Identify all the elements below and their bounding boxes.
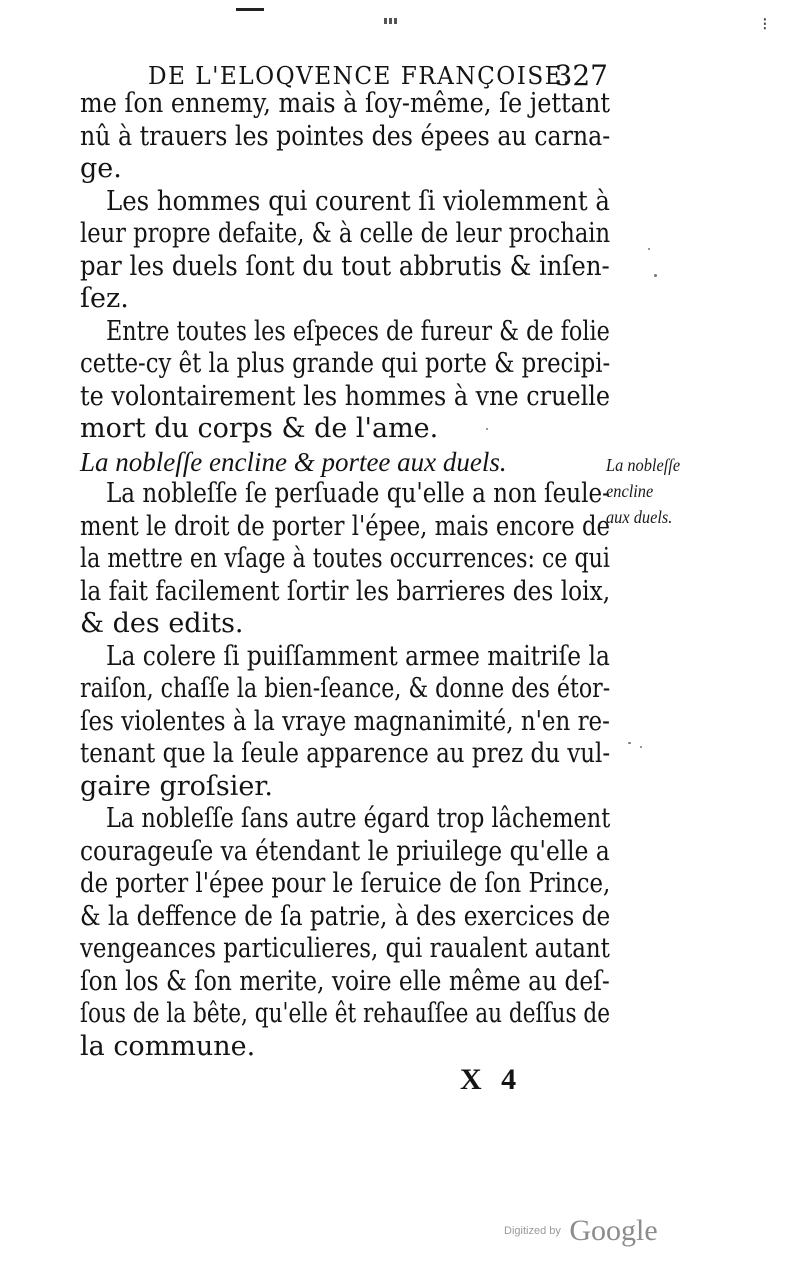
signature-mark: X 4 (460, 1063, 523, 1096)
text-line: par les duels ſont du tout abbrutis & inſen- (80, 250, 610, 282)
ink-speck (648, 248, 650, 250)
digitization-watermark (504, 1214, 658, 1248)
text-line: tenant que la ſeule apparence au prez du vul- (80, 738, 611, 769)
margin-note-line: encline (606, 481, 654, 501)
text-line: ſous de la bête, qu'elle êt rehauſſee au deſſus de (80, 998, 611, 1029)
ink-speck (628, 742, 631, 744)
text-line: vengeances particulieres, qui raualent autant (80, 933, 610, 964)
text-line: cette-cy êt la plus grande qui porte & precipi- (80, 348, 611, 379)
text-line: la commune. (80, 1030, 256, 1062)
text-line: mort du corps & de l'ame. (80, 413, 439, 444)
ink-speck (654, 274, 657, 277)
text-line: & des edits. (80, 608, 244, 639)
text-line: Les hommes qui courent ſi violemment à (106, 185, 610, 217)
watermark-prefix: Digitized by (504, 1225, 561, 1237)
text-line: ment le droit de porter l'épee, mais encore de (80, 510, 610, 542)
body-text (80, 88, 610, 1063)
running-head-title: DE L'ELOQVENCE FRANÇOISE. (148, 62, 572, 90)
top-rule (236, 8, 264, 11)
text-line: de porter l'épee pour le ſeruice de ſon Prince, (80, 868, 611, 899)
text-line: me ſon ennemy, mais à ſoy-même, ſe jettant (80, 88, 611, 119)
ink-speck (640, 746, 642, 748)
section-heading: La nobleſſe encline & portee aux duels. (80, 446, 507, 477)
margin-note-line: La nobleſſe (606, 455, 681, 475)
text-line: ſon los & ſon merite, voire elle même au deſ- (80, 965, 610, 997)
text-line: ſes violentes à la vraye magnanimité, n'en re- (80, 705, 610, 737)
ink-speck (486, 428, 488, 430)
page-number: 327 (554, 59, 608, 92)
text-line: ge. (80, 153, 122, 184)
text-line: leur propre defaite, & à celle de leur prochain (80, 218, 611, 249)
text-line: La nobleſſe ſans autre égard trop lâchement (106, 803, 611, 834)
text-line: nû à trauers les pointes des épees au carna- (80, 120, 611, 152)
text-line: la fait facilement ſortir les barrieres des loix, (80, 575, 611, 607)
text-line: & la deffence de ſa patrie, à des exercices de (80, 900, 611, 932)
google-logo: Google (569, 1214, 658, 1247)
text-line: raiſon, chaſſe la bien-ſeance, & donne des étor- (80, 673, 611, 704)
text-line: te volontairement les hommes à vne cruelle (80, 380, 611, 412)
text-line: La nobleſſe ſe perſuade qu'elle a non ſeule- (106, 478, 610, 509)
top-ink-mark (384, 9, 404, 17)
text-line: la mettre en vſage à toutes occurrences: ce qui (80, 543, 611, 574)
margin-note-line: aux duels. (606, 507, 673, 527)
text-line: ſez. (80, 283, 129, 314)
text-line: courageuſe va étendant le priuilege qu'elle a (80, 835, 610, 867)
corner-mark: ⁝ (762, 14, 768, 35)
text-line: Entre toutes les eſpeces de fureur & de folie (106, 315, 610, 347)
text-line: La colere ſi puiſſamment armee maitriſe la (106, 640, 610, 672)
margin-note (606, 452, 716, 530)
text-line: gaire groſsier. (80, 770, 273, 802)
